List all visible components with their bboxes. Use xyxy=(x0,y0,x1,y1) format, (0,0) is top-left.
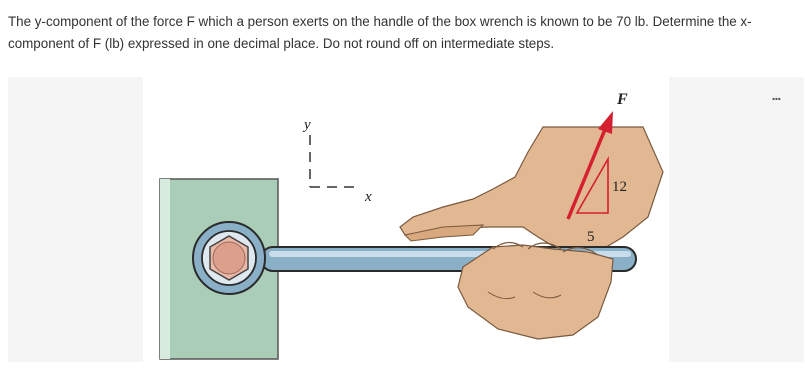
force-label: F xyxy=(617,91,628,108)
figure-area xyxy=(143,77,669,362)
right-panel xyxy=(669,77,804,362)
wall-highlight xyxy=(160,179,170,359)
y-axis-label: y xyxy=(304,117,311,133)
x-axis-label: x xyxy=(365,189,372,205)
hand-lower xyxy=(458,245,613,339)
question-text: The y-component of the force F which a person exerts on the handle of the box wrench is known to be 70 lb. Determine the x-component of F (lb) expressed in one decimal place. Do not round off on intermediate steps. xyxy=(8,14,752,51)
more-options-icon[interactable]: ... xyxy=(771,87,781,103)
left-panel xyxy=(8,77,143,362)
slope-label-horizontal: 5 xyxy=(587,229,595,245)
slope-label-vertical: 12 xyxy=(612,179,627,195)
bolt-center xyxy=(213,242,245,274)
wrench-diagram xyxy=(143,77,669,362)
